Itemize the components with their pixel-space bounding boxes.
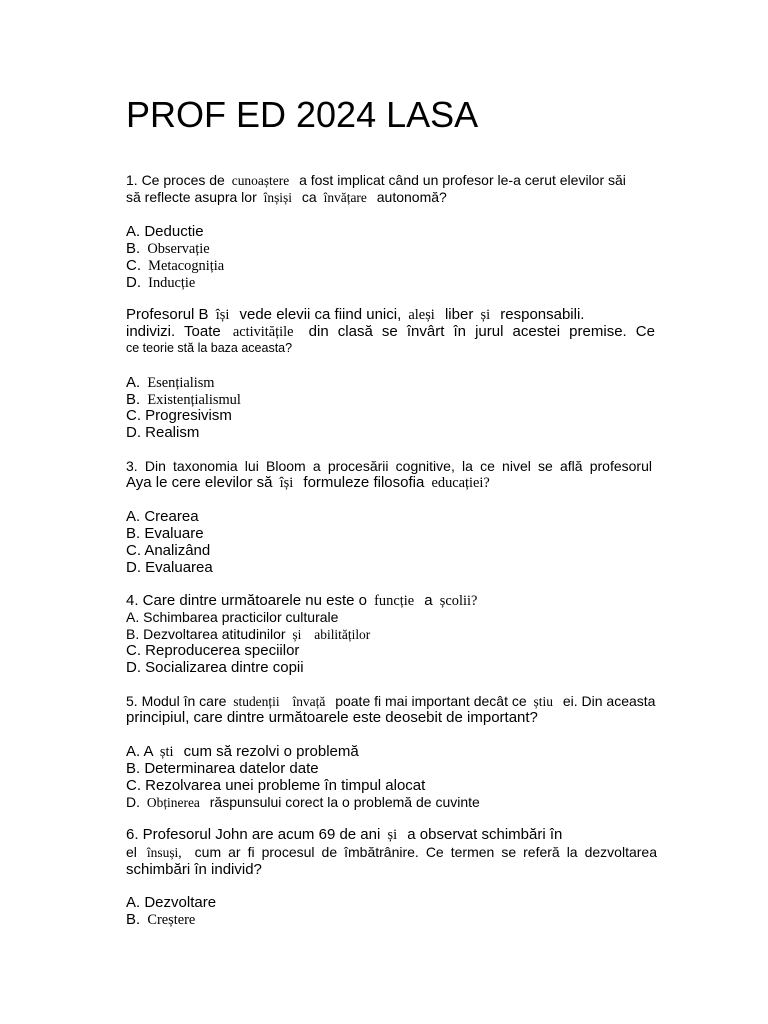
stem-term: cunoaștere (231, 173, 290, 188)
stem-term: își (215, 307, 230, 323)
stem-text: ce teorie stă la baza aceasta? (126, 341, 293, 355)
option-term: ști (159, 744, 174, 760)
option-c (126, 642, 299, 660)
stem-term: activitățile (232, 324, 294, 340)
option-text: B. (126, 911, 145, 928)
question-stem-line (126, 457, 652, 475)
option-text: C. Reproducerea speciilor (126, 642, 300, 659)
option-text: A. Deductie (126, 223, 204, 240)
stem-text: să reflecte asupra lor (126, 189, 261, 205)
question-stem-line (126, 843, 657, 861)
option-a (126, 223, 204, 241)
stem-text: 3. Din taxonomia lui Bloom a procesării cognitive, la ce nivel se află profesorul (126, 458, 652, 474)
question-stem-line (126, 826, 562, 844)
option-b (126, 240, 216, 258)
stem-text: a (420, 592, 437, 609)
stem-text: 1. Ce proces de (126, 172, 229, 188)
option-term: Existențialismul (147, 392, 241, 408)
question-stem-line (126, 692, 655, 710)
option-a (126, 894, 216, 912)
stem-text: 6. Profesorul John are acum 69 de ani (126, 826, 385, 843)
question-stem-line (126, 306, 584, 324)
stem-text: cum ar fi procesul de îmbătrânire. Ce termen se referă la dezvoltarea (187, 844, 657, 860)
option-term: abilităților (314, 627, 371, 642)
question-stem-line (126, 709, 538, 727)
option-text: D. Realism (126, 424, 200, 441)
option-text: C. Progresivism (126, 407, 232, 424)
stem-text: schimbări în individ? (126, 861, 262, 878)
option-b (126, 625, 376, 643)
stem-text: Aya le cere elevilor să (126, 474, 277, 491)
option-term: Observație (147, 241, 210, 257)
stem-text: din clasă se învârt în jurul acestei premise. Ce (299, 323, 655, 340)
question-stem-line (126, 474, 496, 492)
option-text: A. Dezvoltare (126, 894, 217, 911)
option-d (126, 274, 201, 292)
option-b (126, 760, 319, 778)
option-d (126, 424, 199, 442)
stem-text: vede elevii ca fiind unici, (235, 306, 406, 323)
stem-text: 5. Modul în care (126, 693, 231, 709)
option-b (126, 525, 204, 543)
stem-text: ca (298, 189, 321, 205)
option-term: Esențialism (147, 375, 215, 391)
option-d (126, 793, 480, 811)
option-text: C. Rezolvarea unei probleme în timpul alocat (126, 777, 426, 794)
stem-text: a fost implicat când un profesor le-a cerut elevilor săi (295, 172, 626, 188)
option-text: B. Dezvoltarea atitudinilor (126, 626, 290, 642)
stem-term: și (480, 307, 491, 323)
stem-text: liber (440, 306, 478, 323)
stem-text: principiul, care dintre următoarele este deosebit de important? (126, 709, 538, 726)
option-text: D. Evaluarea (126, 559, 213, 576)
option-term: și (292, 627, 302, 642)
stem-term: însuși, (146, 845, 182, 860)
page-title: PROF ED 2024 LASA (126, 94, 479, 135)
option-text: A. (126, 374, 145, 391)
option-b (126, 911, 201, 929)
stem-term: funcție (374, 593, 415, 609)
option-term: Creștere (147, 912, 196, 928)
stem-text: indivizi. Toate (126, 323, 230, 340)
option-text: C. (126, 257, 146, 274)
option-text: C. Analizând (126, 542, 211, 559)
option-text: A. Schimbarea practicilor culturale (126, 609, 339, 625)
stem-text: el (126, 844, 144, 860)
stem-text: a observat schimbări în (403, 826, 563, 843)
stem-text: autonomă? (372, 189, 447, 205)
option-text: B. Evaluare (126, 525, 204, 542)
stem-term: înșiși (263, 190, 293, 205)
stem-text: poate fi mai important decât ce (331, 693, 531, 709)
stem-term: studenții (233, 694, 280, 709)
stem-term: știu (533, 694, 553, 709)
option-a (126, 508, 199, 526)
option-a (126, 608, 338, 626)
option-text: D. (126, 274, 146, 291)
stem-term: își (279, 475, 294, 491)
option-text: D. (126, 794, 144, 810)
stem-text: formuleze filosofia (299, 474, 429, 491)
option-text: D. Socializarea dintre copii (126, 659, 304, 676)
option-text: răspunsului corect la o problemă de cuvinte (205, 794, 480, 810)
option-text: B. (126, 240, 145, 257)
stem-term: învață (292, 694, 326, 709)
option-text: A. A (126, 743, 157, 760)
stem-text (286, 693, 290, 709)
stem-text: responsabili. (496, 306, 585, 323)
question-stem-line (126, 861, 262, 879)
option-term: Inducție (148, 275, 196, 291)
option-term: Obținerea (146, 795, 200, 810)
question-stem-line (126, 188, 447, 206)
stem-text: ei. Din aceasta (558, 693, 656, 709)
option-text: B. Determinarea datelor date (126, 760, 319, 777)
option-term: Metacogniția (148, 258, 225, 274)
stem-term: școlii? (439, 593, 478, 609)
option-text: A. Crearea (126, 508, 199, 525)
stem-term: și (387, 827, 398, 843)
stem-term: educației? (431, 475, 490, 491)
option-text: cum să rezolvi o problemă (179, 743, 359, 760)
option-d (126, 559, 213, 577)
option-text (307, 626, 311, 642)
option-text: B. (126, 391, 145, 408)
stem-text: 4. Care dintre următoarele nu este o (126, 592, 372, 609)
option-c (126, 407, 232, 425)
option-c (126, 542, 210, 560)
question-stem-line (126, 339, 292, 357)
option-a (126, 743, 359, 761)
option-a (126, 374, 221, 392)
stem-text: Profesorul B (126, 306, 213, 323)
option-c (126, 257, 230, 275)
option-d (126, 659, 304, 677)
stem-term: învățare (323, 190, 367, 205)
stem-term: aleși (408, 307, 435, 323)
question-stem-line (126, 171, 626, 189)
